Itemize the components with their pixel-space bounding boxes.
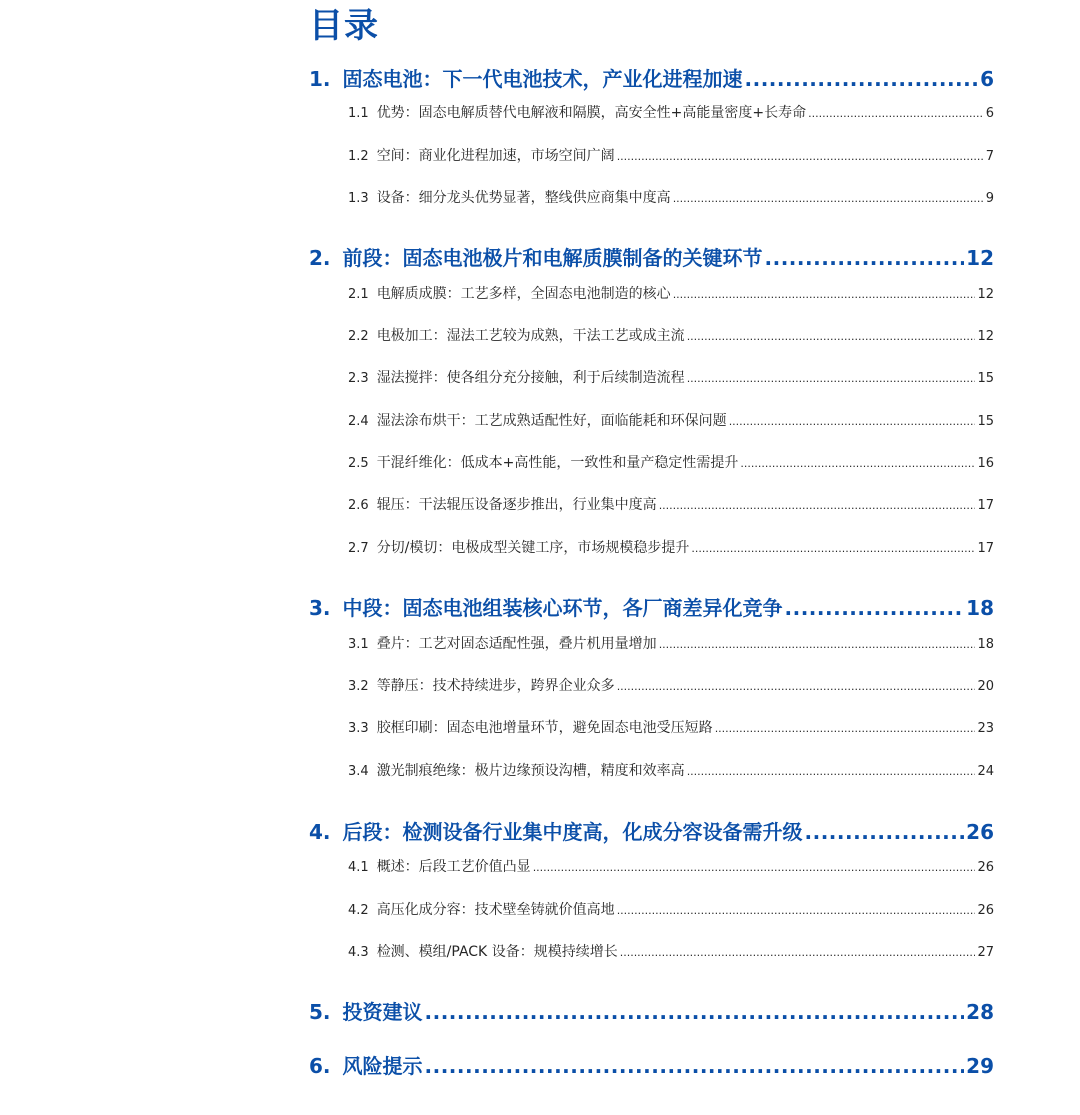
toc-section-1-3[interactable] xyxy=(348,187,994,210)
toc-dot-leader xyxy=(425,1051,965,1081)
toc-title: 目录 xyxy=(309,6,379,46)
toc-entry-number: 2.7 xyxy=(348,541,369,556)
toc-entry-number: 2.4 xyxy=(348,414,369,429)
toc-section-2-6[interactable] xyxy=(348,494,994,517)
toc-page-number: 29 xyxy=(966,1054,994,1078)
toc-section-3-4[interactable] xyxy=(348,760,994,783)
toc-dot-leader xyxy=(617,900,976,922)
toc-dot-leader xyxy=(785,593,965,623)
toc-dot-leader xyxy=(765,243,965,273)
toc-entry-title: 湿法搅拌：使各组分充分接触，利于后续制造流程 xyxy=(376,370,685,386)
toc-dot-leader xyxy=(620,942,976,964)
toc-dot-leader xyxy=(687,368,976,390)
toc-page-number: 16 xyxy=(977,456,994,471)
toc-entry-number: 3.1 xyxy=(348,637,369,652)
toc-entry-title: 前段：固态电池极片和电解质膜制备的关键环节 xyxy=(342,246,763,270)
toc-chapter-4[interactable] xyxy=(309,817,994,847)
toc-page-number: 12 xyxy=(977,287,994,302)
toc-page-number: 26 xyxy=(977,860,994,875)
toc-dot-leader xyxy=(425,997,965,1027)
toc-section-2-3[interactable] xyxy=(348,367,994,390)
toc-section-2-4[interactable] xyxy=(348,410,994,433)
toc-dot-leader xyxy=(673,188,984,210)
toc-dot-leader xyxy=(808,103,984,125)
toc-section-1-1[interactable] xyxy=(348,102,994,125)
toc-dot-leader xyxy=(715,718,976,740)
toc-page-number: 6 xyxy=(980,67,994,91)
toc-entry-title: 固态电池：下一代电池技术，产业化进程加速 xyxy=(342,67,743,91)
toc-entry-number: 3.2 xyxy=(348,679,369,694)
toc-entry-number: 4.1 xyxy=(348,860,369,875)
toc-entry-number: 2. xyxy=(309,246,331,270)
toc-entry-number: 3.3 xyxy=(348,721,369,736)
toc-entry-title: 辊压：干法辊压设备逐步推出，行业集中度高 xyxy=(376,497,657,513)
toc-entry-title: 叠片：工艺对固态适配性强，叠片机用量增加 xyxy=(376,636,657,652)
toc-page-number: 12 xyxy=(977,329,994,344)
toc-section-3-2[interactable] xyxy=(348,675,994,698)
toc-entry-title: 等静压：技术持续进步，跨界企业众多 xyxy=(376,678,615,694)
toc-page-number: 9 xyxy=(985,191,994,206)
toc-page-number: 26 xyxy=(966,820,994,844)
toc-page-number: 28 xyxy=(966,1000,994,1024)
toc-entry-title: 胶框印刷：固态电池增量环节，避免固态电池受压短路 xyxy=(376,720,713,736)
toc-section-4-1[interactable] xyxy=(348,856,994,879)
toc-entry-title: 概述：后段工艺价值凸显 xyxy=(376,859,531,875)
toc-page-number: 18 xyxy=(966,596,994,620)
toc-entry-number: 2.1 xyxy=(348,287,369,302)
toc-entry-number: 4. xyxy=(309,820,331,844)
toc-entry-title: 空间：商业化进程加速，市场空间广阔 xyxy=(376,148,615,164)
toc-section-2-1[interactable] xyxy=(348,283,994,306)
toc-chapter-3[interactable] xyxy=(309,593,994,623)
toc-dot-leader xyxy=(740,453,975,475)
toc-entry-number: 2.2 xyxy=(348,329,369,344)
toc-entry-number: 2.3 xyxy=(348,371,369,386)
toc-entry-title: 激光制痕绝缘：极片边缘预设沟槽，精度和效率高 xyxy=(376,763,685,779)
toc-entry-title: 优势：固态电解质替代电解液和隔膜，高安全性+高能量密度+长寿命 xyxy=(376,105,807,121)
toc-dot-leader xyxy=(659,634,976,656)
toc-entry-title: 投资建议 xyxy=(342,1000,423,1024)
toc-section-2-2[interactable] xyxy=(348,325,994,348)
toc-entry-number: 1. xyxy=(309,67,331,91)
toc-page-number: 12 xyxy=(966,246,994,270)
toc-chapter-2[interactable] xyxy=(309,243,994,273)
toc-page-number: 20 xyxy=(977,679,994,694)
toc-section-3-1[interactable] xyxy=(348,633,994,656)
toc-page-number: 23 xyxy=(977,721,994,736)
toc-entry-number: 1.3 xyxy=(348,191,369,206)
toc-chapter-6[interactable] xyxy=(309,1051,994,1081)
toc-dot-leader xyxy=(673,284,976,306)
toc-page-number: 6 xyxy=(985,106,994,121)
toc-entry-number: 3. xyxy=(309,596,331,620)
toc-entry-title: 设备：细分龙头优势显著，整线供应商集中度高 xyxy=(376,190,671,206)
toc-dot-leader xyxy=(805,817,965,847)
toc-chapter-1[interactable] xyxy=(309,64,994,94)
toc-page-number: 15 xyxy=(977,371,994,386)
toc-entry-title: 分切/模切：电极成型关键工序，市场规模稳步提升 xyxy=(376,540,690,556)
toc-dot-leader xyxy=(687,326,976,348)
toc-entry-title: 风险提示 xyxy=(342,1054,423,1078)
toc-section-1-2[interactable] xyxy=(348,145,994,168)
toc-dot-leader xyxy=(659,495,976,517)
toc-section-2-5[interactable] xyxy=(348,452,994,475)
toc-dot-leader xyxy=(745,64,979,94)
toc-dot-leader xyxy=(533,857,976,879)
toc-page-number: 24 xyxy=(977,764,994,779)
toc-entry-title: 检测、模组/PACK 设备：规模持续增长 xyxy=(376,944,618,960)
toc-section-3-3[interactable] xyxy=(348,717,994,740)
toc-page-number: 7 xyxy=(985,149,994,164)
toc-section-4-2[interactable] xyxy=(348,899,994,922)
toc-entry-title: 中段：固态电池组装核心环节，各厂商差异化竞争 xyxy=(342,596,783,620)
toc-entry-number: 4.3 xyxy=(348,945,369,960)
toc-dot-leader xyxy=(617,146,984,168)
toc-page-number: 18 xyxy=(977,637,994,652)
toc-section-4-3[interactable] xyxy=(348,941,994,964)
toc-dot-leader xyxy=(691,538,975,560)
toc-entry-number: 1.1 xyxy=(348,106,369,121)
toc-entry-title: 高压化成分容：技术壁垒铸就价值高地 xyxy=(376,902,615,918)
toc-entry-number: 6. xyxy=(309,1054,331,1078)
toc-entry-number: 2.5 xyxy=(348,456,369,471)
toc-entry-title: 干混纤维化：低成本+高性能，一致性和量产稳定性需提升 xyxy=(376,455,739,471)
toc-entry-number: 1.2 xyxy=(348,149,369,164)
toc-entry-title: 电解质成膜：工艺多样，全固态电池制造的核心 xyxy=(376,286,671,302)
toc-page-number: 15 xyxy=(977,414,994,429)
toc-section-2-7[interactable] xyxy=(348,537,994,560)
toc-entry-number: 2.6 xyxy=(348,498,369,513)
toc-entry-number: 3.4 xyxy=(348,764,369,779)
toc-chapter-5[interactable] xyxy=(309,997,994,1027)
toc-page-number: 26 xyxy=(977,903,994,918)
toc-entry-title: 湿法涂布烘干：工艺成熟适配性好，面临能耗和环保问题 xyxy=(376,413,727,429)
toc-page-number: 27 xyxy=(977,945,994,960)
toc-page-number: 17 xyxy=(977,498,994,513)
toc-dot-leader xyxy=(617,676,976,698)
toc-dot-leader xyxy=(687,761,976,783)
toc-entry-title: 电极加工：湿法工艺较为成熟，干法工艺或成主流 xyxy=(376,328,685,344)
toc-dot-leader xyxy=(729,411,976,433)
toc-entry-number: 4.2 xyxy=(348,903,369,918)
toc-page-number: 17 xyxy=(977,541,994,556)
toc-entry-number: 5. xyxy=(309,1000,331,1024)
toc-entry-title: 后段：检测设备行业集中度高，化成分容设备需升级 xyxy=(342,820,803,844)
